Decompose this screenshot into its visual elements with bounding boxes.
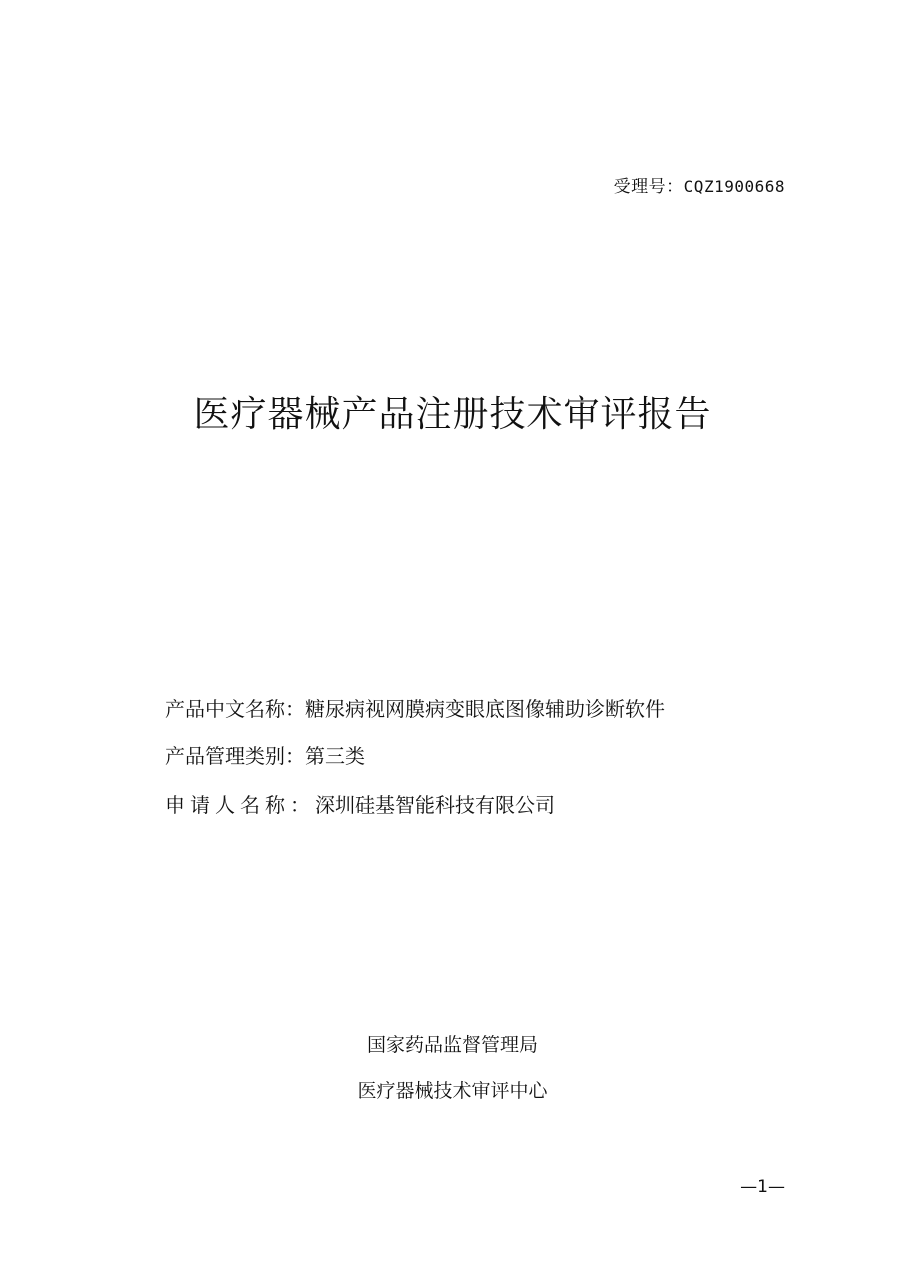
product-name-label: 产品中文名称： — [165, 697, 305, 721]
applicant-label: 申请人名称： — [165, 793, 315, 817]
acceptance-number-line — [614, 172, 785, 197]
page-number: —1— — [740, 1177, 785, 1197]
product-class-row — [165, 740, 365, 769]
applicant-value: 深圳硅基智能科技有限公司 — [315, 793, 555, 817]
product-name-row — [165, 693, 665, 722]
acceptance-number: CQZ1900668 — [683, 177, 785, 196]
issuer-agency: 国家药品监督管理局 — [366, 1034, 538, 1056]
issuer-center: 医疗器械技术审评中心 — [357, 1080, 548, 1102]
acceptance-label: 受理号： — [613, 177, 684, 197]
report-title: 医疗器械产品注册技术审评报告 — [193, 394, 712, 435]
product-class-value: 第三类 — [305, 744, 365, 768]
applicant-row — [165, 789, 555, 818]
product-name-value: 糖尿病视网膜病变眼底图像辅助诊断软件 — [305, 697, 665, 721]
product-class-label: 产品管理类别： — [165, 744, 305, 768]
